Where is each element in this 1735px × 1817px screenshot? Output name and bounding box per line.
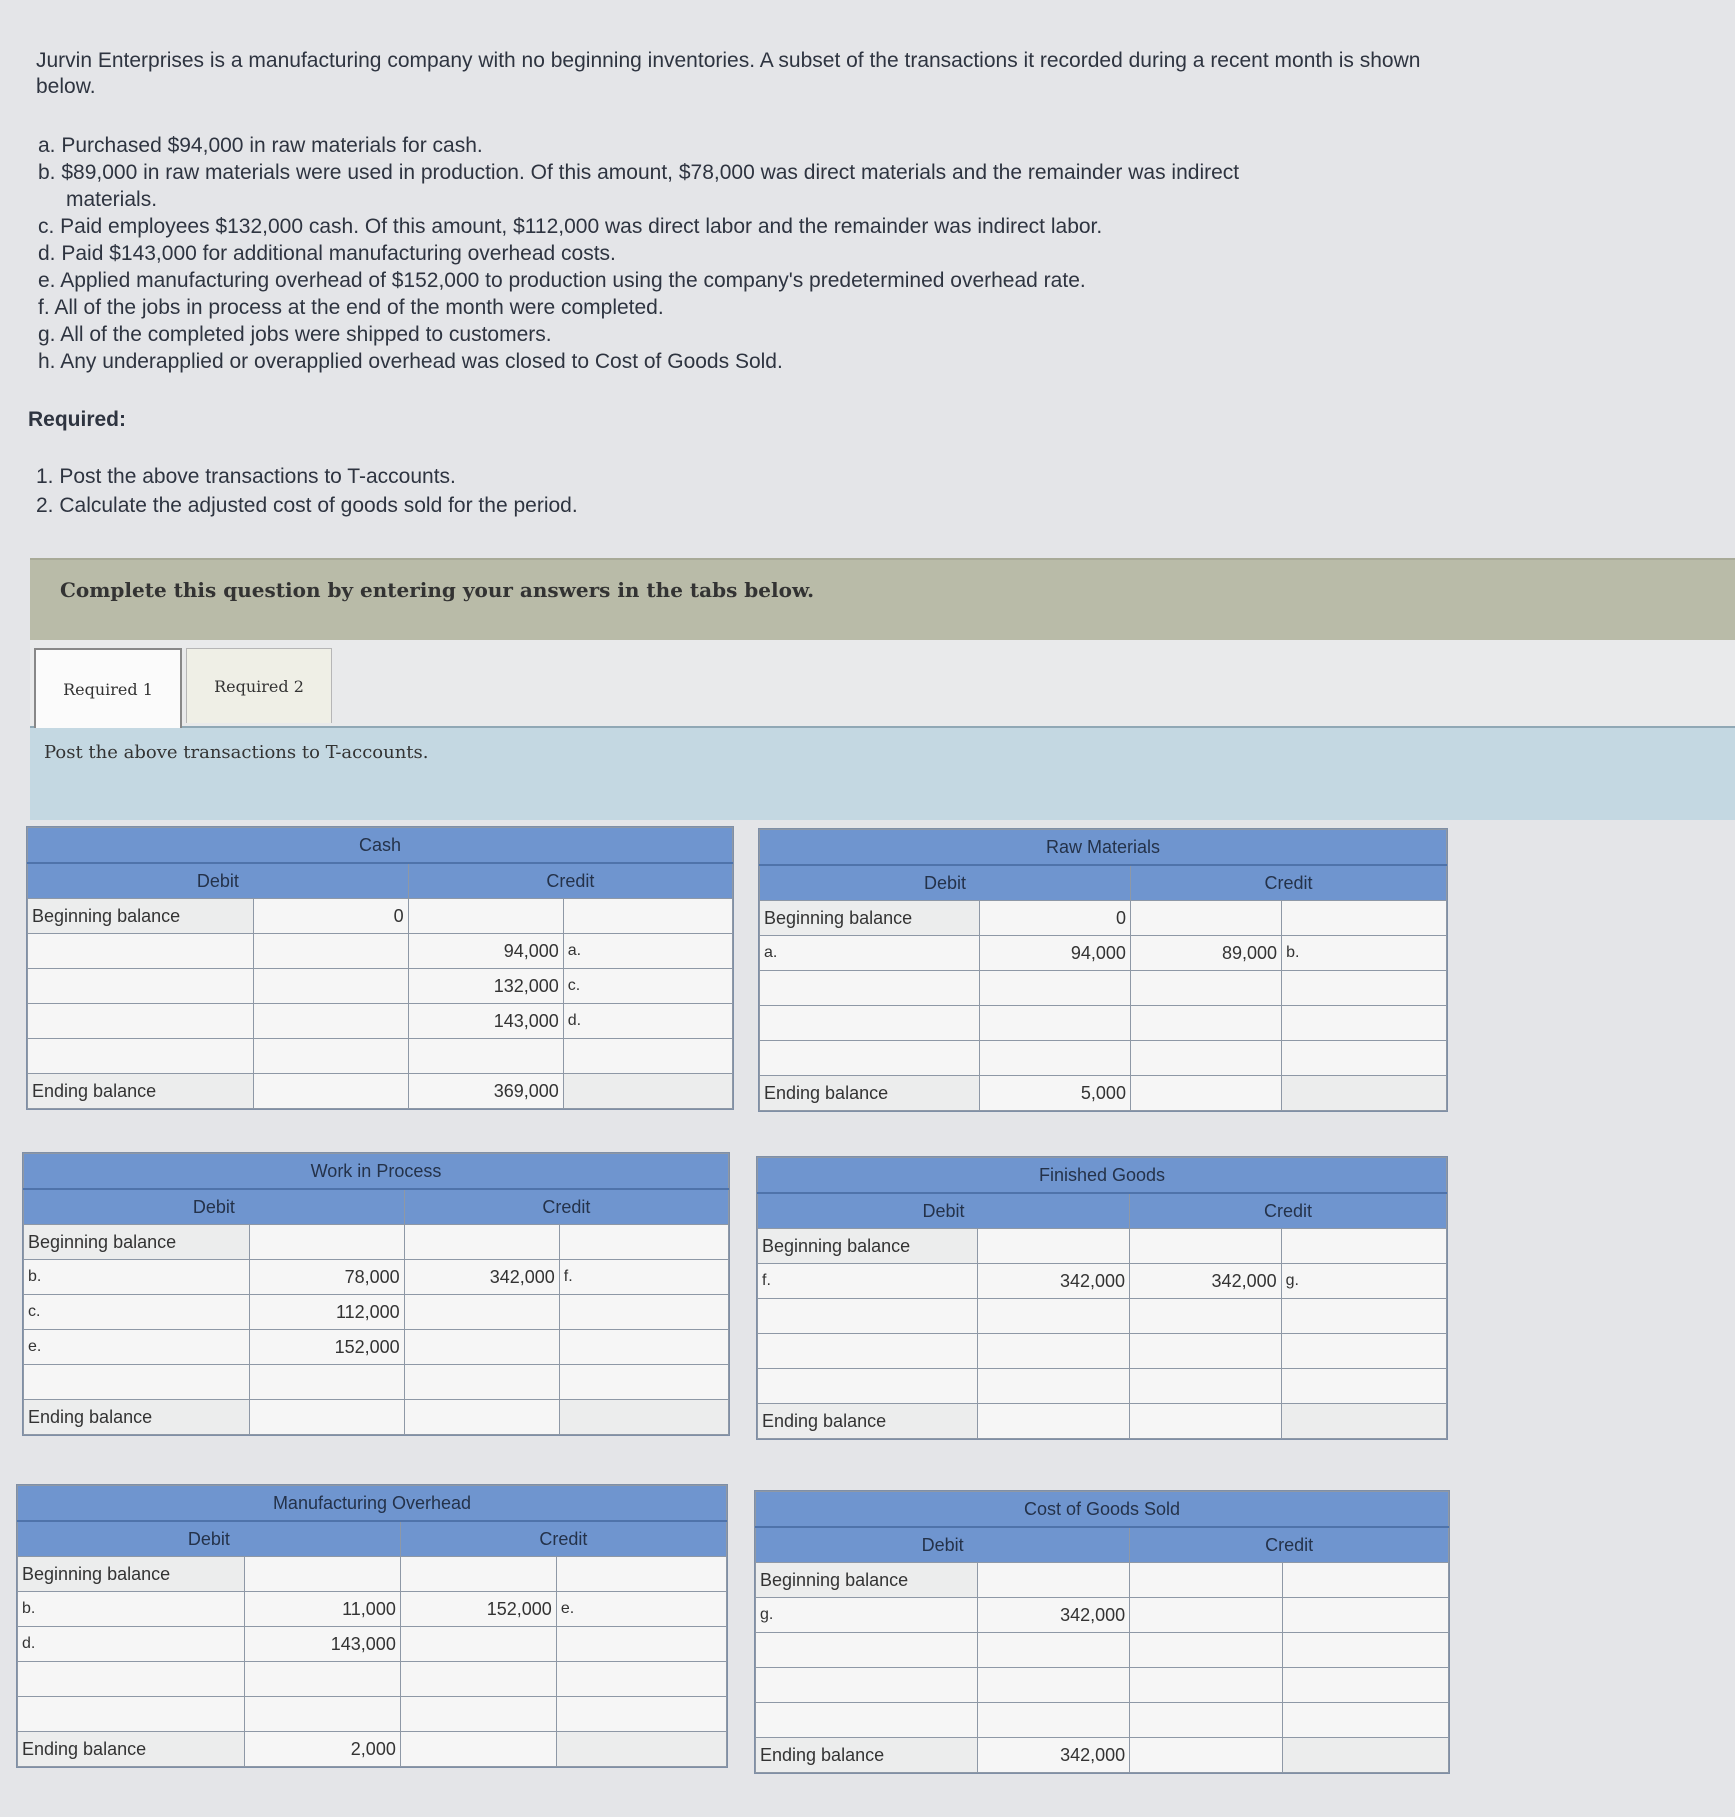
debit-amount-input[interactable]	[253, 934, 408, 969]
t-account-entry-row	[758, 1369, 1447, 1404]
debit-amount-input[interactable]	[977, 1633, 1129, 1668]
debit-ref-select[interactable]	[758, 1369, 978, 1404]
debit-amount-input[interactable]	[249, 1365, 404, 1400]
debit-ref-select[interactable]	[760, 1006, 980, 1041]
credit-ref-select[interactable]	[1281, 1229, 1446, 1264]
debit-amount-input[interactable]	[244, 1697, 400, 1732]
t-account-entry-row	[18, 1627, 727, 1662]
debit-ref-select[interactable]: g.	[756, 1598, 978, 1633]
debit-ref-select[interactable]: c.	[24, 1295, 250, 1330]
debit-amount-input[interactable]: 342,000	[977, 1598, 1129, 1633]
credit-ref-select[interactable]	[556, 1662, 726, 1697]
debit-amount-input[interactable]	[253, 1004, 408, 1039]
beginning-balance-label: Beginning balance	[758, 1229, 978, 1264]
credit-header: Credit	[1130, 865, 1446, 901]
ending-balance-label: Ending balance	[758, 1404, 978, 1439]
account-title: Manufacturing Overhead	[18, 1486, 727, 1522]
debit-ref-select[interactable]	[756, 1633, 978, 1668]
transaction-h: h. Any underapplied or overapplied overhead was closed to Cost of Goods Sold.	[38, 350, 783, 373]
transaction-list	[38, 132, 1478, 375]
ending-blank-cell	[1282, 1076, 1447, 1111]
t-account-table	[23, 1153, 729, 1435]
credit-amount-input[interactable]: 132,000	[408, 969, 563, 1004]
intro-text: Jurvin Enterprises is a manufacturing company with no beginning inventories. A subset of the transactions it recorded during a recent month is shown below.	[36, 49, 1421, 98]
ending-credit-input[interactable]	[404, 1400, 559, 1435]
debit-amount-input[interactable]	[977, 1668, 1129, 1703]
t-account-entry-row	[758, 1264, 1447, 1299]
debit-ref-select[interactable]	[28, 1039, 254, 1074]
debit-amount-input[interactable]: 94,000	[979, 936, 1130, 971]
credit-ref-select[interactable]	[559, 1225, 728, 1260]
t-account-cost-of-goods-sold	[754, 1490, 1450, 1774]
t-account-entry-row	[756, 1668, 1449, 1703]
beginning-balance-input[interactable]	[249, 1225, 404, 1260]
debit-amount-input[interactable]	[977, 1703, 1129, 1738]
credit-amount-input[interactable]: 342,000	[1130, 1264, 1282, 1299]
credit-header: Credit	[408, 863, 732, 899]
debit-ref-select[interactable]: a.	[760, 936, 980, 971]
credit-ref-select[interactable]: g.	[1281, 1264, 1446, 1299]
t-account-raw-materials	[758, 828, 1448, 1112]
debit-ref-select[interactable]	[28, 1004, 254, 1039]
credit-amount-input[interactable]	[1130, 971, 1281, 1006]
credit-ref-select[interactable]	[556, 1627, 726, 1662]
ending-blank-cell	[559, 1400, 728, 1435]
beginning-balance-input[interactable]: 0	[979, 901, 1130, 936]
credit-amount-input[interactable]	[408, 899, 563, 934]
t-account-entry-row	[28, 934, 733, 969]
transaction-g: g. All of the completed jobs were shipped to customers.	[38, 323, 552, 346]
credit-amount-input[interactable]	[404, 1225, 559, 1260]
credit-amount-input[interactable]	[1130, 1369, 1282, 1404]
credit-ref-select[interactable]: d.	[563, 1004, 732, 1039]
debit-ref-select[interactable]	[18, 1662, 245, 1697]
t-account-entry-row	[756, 1598, 1449, 1633]
credit-ref-select[interactable]	[1282, 1598, 1448, 1633]
ending-debit-input[interactable]	[978, 1404, 1130, 1439]
debit-ref-select[interactable]	[760, 971, 980, 1006]
beginning-balance-label: Beginning balance	[760, 901, 980, 936]
credit-ref-select[interactable]: c.	[563, 969, 732, 1004]
debit-ref-select[interactable]	[756, 1668, 978, 1703]
credit-ref-select[interactable]: f.	[559, 1260, 728, 1295]
banner-text: Complete this question by entering your answers in the tabs below.	[60, 578, 815, 602]
credit-amount-input[interactable]	[1130, 1598, 1282, 1633]
t-account-entry-row	[18, 1697, 727, 1732]
t-account-entry-row	[28, 1039, 733, 1074]
transaction-b: b. $89,000 in raw materials were used in production. Of this amount, $78,000 was direct materials and the remainder was indirect	[38, 161, 1240, 184]
t-account-table	[27, 827, 733, 1109]
debit-amount-input[interactable]: 143,000	[244, 1627, 400, 1662]
instruction-banner	[30, 558, 1735, 642]
ending-balance-label: Ending balance	[24, 1400, 250, 1435]
beginning-balance-input[interactable]	[978, 1229, 1130, 1264]
t-account-table	[757, 1157, 1447, 1439]
credit-ref-select[interactable]	[1282, 1633, 1448, 1668]
credit-header: Credit	[1130, 1193, 1447, 1229]
credit-amount-input[interactable]	[404, 1330, 559, 1365]
credit-amount-input[interactable]	[1130, 1668, 1282, 1703]
credit-amount-input[interactable]	[1130, 1563, 1282, 1598]
ending-credit-input[interactable]	[400, 1732, 556, 1767]
t-account-entry-row	[758, 1299, 1447, 1334]
ending-credit-input[interactable]	[1130, 1404, 1282, 1439]
credit-header: Credit	[400, 1521, 726, 1557]
t-account-entry-row	[18, 1662, 727, 1697]
debit-header: Debit	[760, 865, 1131, 901]
debit-ref-select[interactable]	[760, 1041, 980, 1076]
debit-header: Debit	[756, 1527, 1130, 1563]
credit-amount-input[interactable]	[404, 1365, 559, 1400]
credit-amount-input[interactable]: 152,000	[400, 1592, 556, 1627]
t-account-entry-row	[756, 1703, 1449, 1738]
debit-amount-input[interactable]	[253, 1039, 408, 1074]
ending-debit-input[interactable]: 2,000	[244, 1732, 400, 1767]
beginning-balance-label: Beginning balance	[28, 899, 254, 934]
credit-ref-select[interactable]	[563, 899, 732, 934]
transaction-d: d. Paid $143,000 for additional manufacturing overhead costs.	[38, 242, 616, 265]
transaction-a: a. Purchased $94,000 in raw materials for cash.	[38, 134, 483, 157]
t-account-entry-row	[760, 936, 1447, 971]
credit-ref-select[interactable]: a.	[563, 934, 732, 969]
debit-ref-select[interactable]: d.	[18, 1627, 245, 1662]
debit-amount-input[interactable]	[978, 1334, 1130, 1369]
credit-ref-select[interactable]	[1282, 1668, 1448, 1703]
t-account-finished-goods	[756, 1156, 1448, 1440]
required-item-1: 1. Post the above transactions to T-accounts.	[36, 465, 456, 488]
ending-blank-cell	[1282, 1738, 1448, 1773]
debit-ref-select[interactable]	[28, 934, 254, 969]
credit-amount-input[interactable]	[1130, 1299, 1282, 1334]
instruction-text: Post the above transactions to T-accounts.	[44, 742, 429, 763]
credit-ref-select[interactable]	[1282, 971, 1447, 1006]
credit-ref-select[interactable]: b.	[1282, 936, 1447, 971]
credit-ref-select[interactable]	[1282, 901, 1447, 936]
credit-amount-input[interactable]	[1130, 1006, 1281, 1041]
account-title: Raw Materials	[760, 830, 1447, 866]
credit-ref-select[interactable]	[1281, 1299, 1446, 1334]
ending-debit-input[interactable]	[253, 1074, 408, 1109]
transaction-e: e. Applied manufacturing overhead of $152,000 to production using the company's predetermined overhead rate.	[38, 269, 1086, 292]
transaction-f: f. All of the jobs in process at the end of the month were completed.	[38, 296, 664, 319]
debit-header: Debit	[28, 863, 409, 899]
t-account-entry-row	[28, 969, 733, 1004]
credit-amount-input[interactable]	[400, 1697, 556, 1732]
credit-ref-select[interactable]	[559, 1295, 728, 1330]
beginning-balance-label: Beginning balance	[18, 1557, 245, 1592]
required-item-2: 2. Calculate the adjusted cost of goods sold for the period.	[36, 494, 578, 517]
credit-amount-input[interactable]	[1130, 901, 1281, 936]
debit-amount-input[interactable]	[253, 969, 408, 1004]
ending-blank-cell	[1281, 1404, 1446, 1439]
credit-ref-select[interactable]	[1282, 1041, 1447, 1076]
account-title: Cash	[28, 828, 733, 864]
credit-amount-input[interactable]	[1130, 1229, 1282, 1264]
debit-ref-select[interactable]	[758, 1299, 978, 1334]
t-account-entry-row	[24, 1365, 729, 1400]
credit-ref-select[interactable]	[1281, 1334, 1446, 1369]
credit-amount-input[interactable]	[400, 1557, 556, 1592]
credit-amount-input[interactable]: 94,000	[408, 934, 563, 969]
tab-strip	[30, 640, 1735, 728]
credit-amount-input[interactable]	[1130, 1633, 1282, 1668]
t-account-table	[759, 829, 1447, 1111]
credit-header: Credit	[404, 1189, 728, 1225]
beginning-balance-label: Beginning balance	[24, 1225, 250, 1260]
t-account-table	[755, 1491, 1449, 1773]
credit-amount-input[interactable]	[1130, 1334, 1282, 1369]
credit-ref-select[interactable]	[1282, 1703, 1448, 1738]
credit-ref-select[interactable]	[563, 1039, 732, 1074]
ending-credit-input[interactable]	[1130, 1738, 1282, 1773]
t-account-entry-row	[758, 1334, 1447, 1369]
debit-amount-input[interactable]	[978, 1299, 1130, 1334]
t-account-manufacturing-overhead	[16, 1484, 728, 1768]
t-account-entry-row	[760, 1006, 1447, 1041]
debit-amount-input[interactable]: 152,000	[249, 1330, 404, 1365]
credit-ref-select[interactable]: e.	[556, 1592, 726, 1627]
t-account-entry-row	[24, 1260, 729, 1295]
debit-ref-select[interactable]: b.	[18, 1592, 245, 1627]
debit-ref-select[interactable]	[18, 1697, 245, 1732]
debit-amount-input[interactable]: 11,000	[244, 1592, 400, 1627]
debit-amount-input[interactable]: 78,000	[249, 1260, 404, 1295]
t-account-work-in-process	[22, 1152, 730, 1436]
debit-amount-input[interactable]: 342,000	[978, 1264, 1130, 1299]
t-account-cash	[26, 826, 734, 1110]
debit-amount-input[interactable]	[979, 971, 1130, 1006]
ending-blank-cell	[556, 1732, 726, 1767]
debit-amount-input[interactable]: 112,000	[249, 1295, 404, 1330]
debit-ref-select[interactable]	[28, 969, 254, 1004]
credit-amount-input[interactable]	[1130, 1703, 1282, 1738]
debit-ref-select[interactable]: f.	[758, 1264, 978, 1299]
transaction-c: c. Paid employees $132,000 cash. Of this amount, $112,000 was direct labor and the remainder was indirect labor.	[38, 215, 1103, 238]
t-account-entry-row	[24, 1295, 729, 1330]
ending-balance-label: Ending balance	[18, 1732, 245, 1767]
ending-debit-input[interactable]: 342,000	[977, 1738, 1129, 1773]
credit-ref-select[interactable]	[1282, 1563, 1448, 1598]
account-title: Finished Goods	[758, 1158, 1447, 1194]
required-list	[36, 462, 578, 520]
ending-credit-input[interactable]	[1130, 1076, 1281, 1111]
beginning-balance-label: Beginning balance	[756, 1563, 978, 1598]
t-account-entry-row	[18, 1592, 727, 1627]
credit-ref-select[interactable]	[1282, 1006, 1447, 1041]
ending-balance-label: Ending balance	[760, 1076, 980, 1111]
tab-required-2[interactable]: Required 2	[186, 648, 332, 723]
ending-credit-input[interactable]: 369,000	[408, 1074, 563, 1109]
credit-amount-input[interactable]	[404, 1295, 559, 1330]
required-heading: Required:	[28, 408, 127, 431]
account-title: Work in Process	[24, 1154, 729, 1190]
credit-amount-input[interactable]: 342,000	[404, 1260, 559, 1295]
beginning-balance-input[interactable]: 0	[253, 899, 408, 934]
credit-ref-select[interactable]	[556, 1697, 726, 1732]
debit-amount-input[interactable]	[979, 1006, 1130, 1041]
t-account-entry-row	[28, 1004, 733, 1039]
debit-amount-input[interactable]	[979, 1041, 1130, 1076]
tab-required-1[interactable]: Required 1	[34, 648, 182, 728]
t-account-entry-row	[760, 1041, 1447, 1076]
tab-instruction	[30, 728, 1735, 820]
t-account-entry-row	[24, 1330, 729, 1365]
debit-amount-input[interactable]	[978, 1369, 1130, 1404]
credit-amount-input[interactable]	[400, 1627, 556, 1662]
problem-intro	[36, 48, 1476, 100]
ending-debit-input[interactable]	[249, 1400, 404, 1435]
beginning-balance-input[interactable]	[977, 1563, 1129, 1598]
ending-balance-label: Ending balance	[28, 1074, 254, 1109]
ending-debit-input[interactable]: 5,000	[979, 1076, 1130, 1111]
debit-ref-select[interactable]	[756, 1703, 978, 1738]
debit-header: Debit	[24, 1189, 405, 1225]
credit-amount-input[interactable]	[400, 1662, 556, 1697]
transaction-b-cont: materials.	[66, 188, 158, 211]
debit-header: Debit	[18, 1521, 401, 1557]
credit-amount-input[interactable]: 89,000	[1130, 936, 1281, 971]
beginning-balance-input[interactable]	[244, 1557, 400, 1592]
credit-amount-input[interactable]: 143,000	[408, 1004, 563, 1039]
ending-blank-cell	[563, 1074, 732, 1109]
credit-ref-select[interactable]	[1281, 1369, 1446, 1404]
credit-ref-select[interactable]	[556, 1557, 726, 1592]
t-account-table	[17, 1485, 727, 1767]
credit-amount-input[interactable]	[408, 1039, 563, 1074]
debit-ref-select[interactable]	[758, 1334, 978, 1369]
t-account-entry-row	[760, 971, 1447, 1006]
credit-ref-select[interactable]	[559, 1365, 728, 1400]
debit-header: Debit	[758, 1193, 1130, 1229]
debit-amount-input[interactable]	[244, 1662, 400, 1697]
t-account-entry-row	[756, 1633, 1449, 1668]
credit-header: Credit	[1130, 1527, 1449, 1563]
account-title: Cost of Goods Sold	[756, 1492, 1449, 1528]
ending-balance-label: Ending balance	[756, 1738, 978, 1773]
debit-ref-select[interactable]: b.	[24, 1260, 250, 1295]
credit-amount-input[interactable]	[1130, 1041, 1281, 1076]
credit-ref-select[interactable]	[559, 1330, 728, 1365]
debit-ref-select[interactable]: e.	[24, 1330, 250, 1365]
debit-ref-select[interactable]	[24, 1365, 250, 1400]
